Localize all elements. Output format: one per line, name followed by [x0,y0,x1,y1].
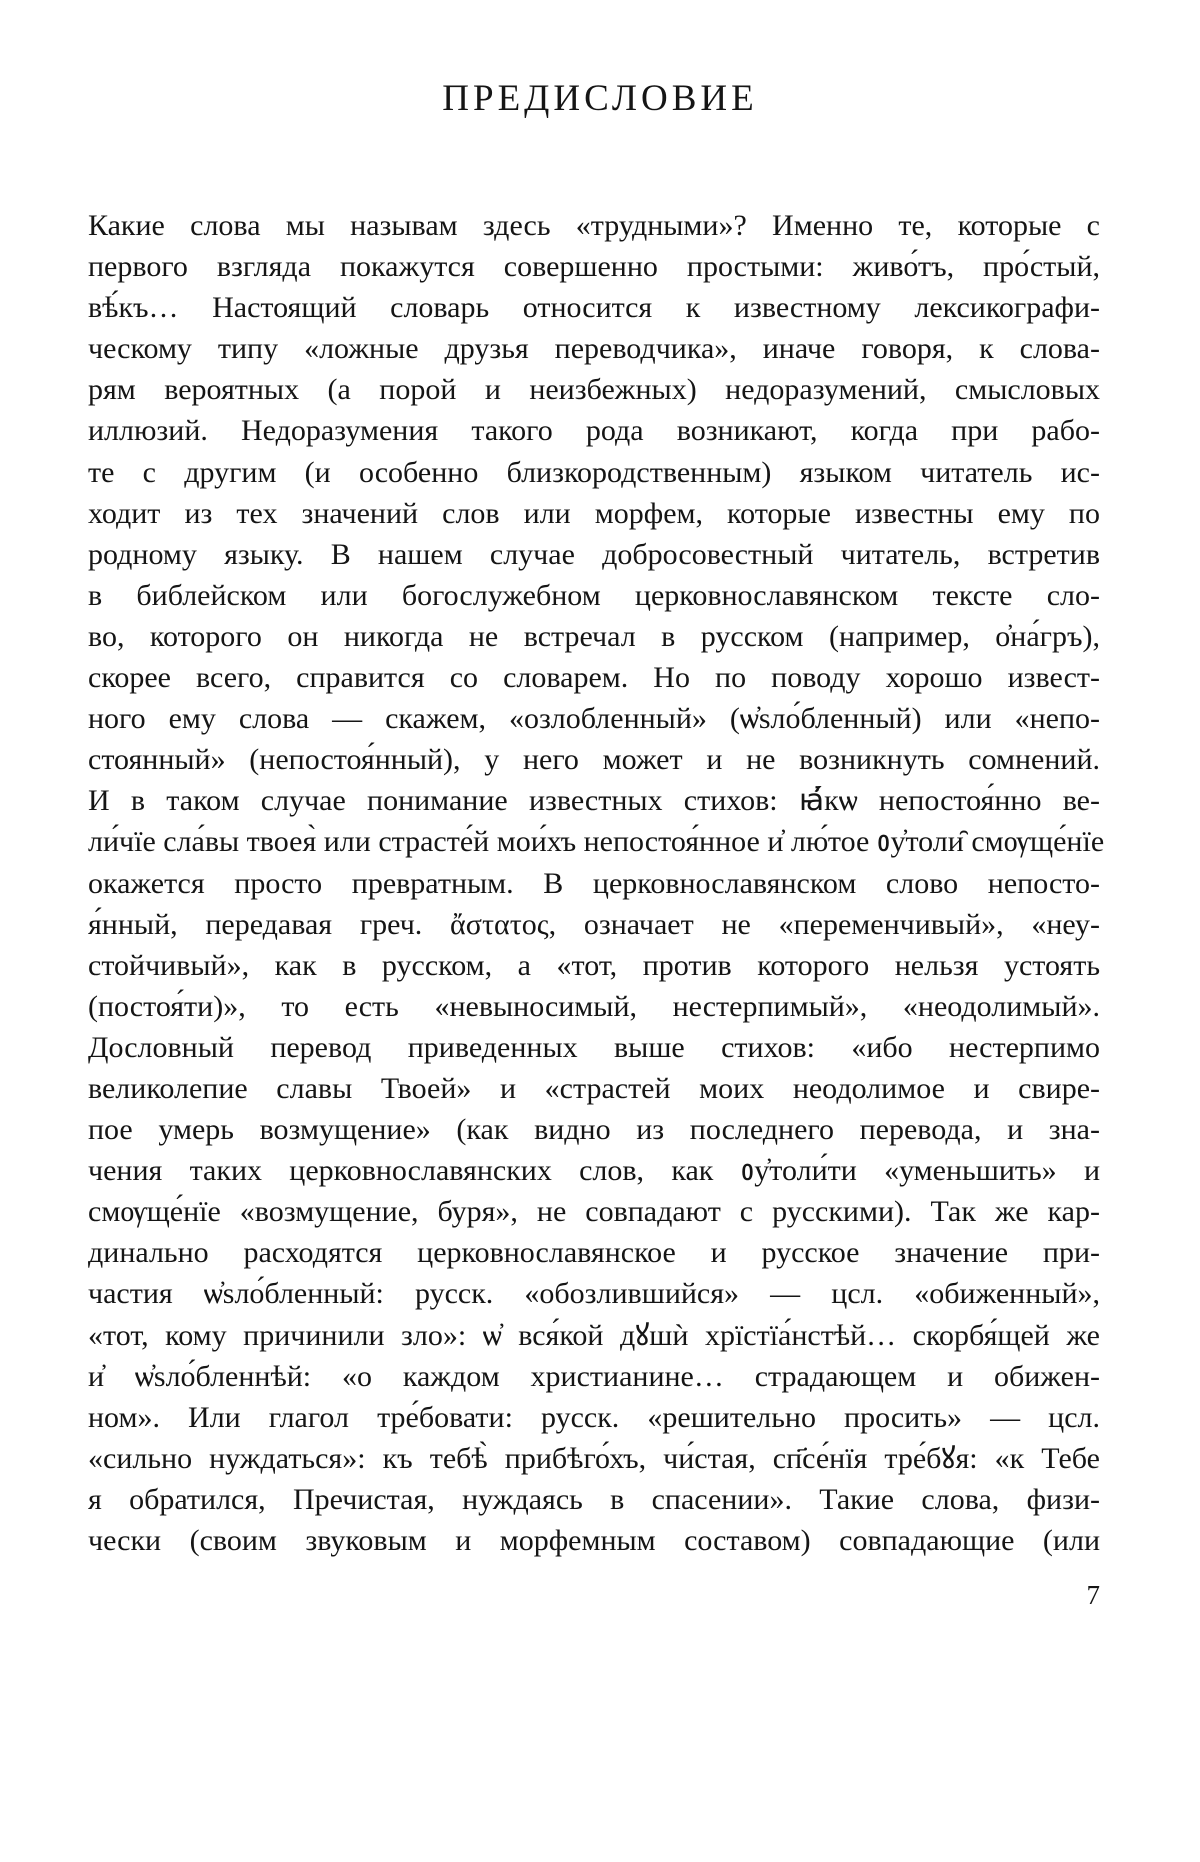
page-title: ПРЕДИСЛОВИЕ [442,78,758,119]
page-number: 7 [1086,1580,1100,1610]
text-line: первого взгляда покажутся совершенно простыми: живо́тъ, про́стый, [88,250,1100,284]
text-line: в библейском или богослужебном церковнославянском тексте сло- [88,578,1100,612]
text-line: во, которого он никогда не встречал в русском (например, о҆на́гръ), [88,619,1100,653]
text-line: и҆ ѡ҆ѕло́бленнѣй: «о каждом христианине… страдающем и обижен- [88,1359,1100,1393]
text-line: И в таком случае понимание известных стихов: ꙗ҆́кѡ непостоя́нно ве- [88,784,1100,818]
body-text [88,205,1105,1561]
text-line: окажется просто превратным. В церковнославянском слово непосто- [88,866,1100,900]
text-line: ческому типу «ложные друзья переводчика», иначе говоря, к слова- [88,332,1100,366]
text-line: динально расходятся церковнославянское и русское значение при- [88,1236,1100,1270]
text-line: чения таких церковнославянских слов, как ᲂу҆толи́ти «уменьшить» и [88,1154,1100,1188]
text-line: Дословный перевод приведенных выше стихов: «ибо нестерпимо [88,1030,1100,1064]
text-line: ходит из тех значений слов или морфем, которые известны ему по [88,496,1100,530]
text-line: смѹще́нїе «возмущение, буря», не совпадают с русскими). Так же кар- [88,1195,1100,1229]
text-line: ного ему слова — скажем, «озлобленный» (ѡ҆ѕло́бленный) или «непо- [88,702,1100,736]
text-line: иллюзий. Недоразумения такого рода возникают, когда при рабо- [88,414,1100,448]
text-line: те с другим (и особенно близкородственным) языком читатель ис- [88,455,1100,489]
text-line: стоянный» (непостоя́нный), у него может и не возникнуть сомнений. [88,743,1100,777]
text-line: я́нный, передавая греч. ἄστατος, означает не «переменчивый», «неу- [88,907,1100,941]
text-line: вѣ́къ… Настоящий словарь относится к известному лексикографи- [88,291,1100,325]
text-line: чески (своим звуковым и морфемным составом) совпадающие (или [88,1524,1100,1557]
text-line: частия ѡ҆ѕло́бленный: русск. «обозлившийся» — цсл. «обиженный», [88,1277,1100,1311]
text-line: скорее всего, справится со словарем. Но по поводу хорошо извест- [88,661,1100,695]
text-line: великолепие славы Твоей» и «страстей моих неодолимое и свире- [88,1071,1100,1105]
text-line: стойчивый», как в русском, а «тот, против которого нельзя устоять [88,948,1100,982]
text-line: (постоя́ти)», то есть «невыносимый, нестерпимый», «неодолимый». [88,989,1100,1023]
text-line: «тот, кому причинили зло»: ѡ҆ вся́кой дꙋшѝ хрїстїа́нстѣй… скорбя́щей же [88,1318,1100,1352]
text-line: пое умерь возмущение» (как видно из последнего перевода, и зна- [88,1113,1100,1147]
text-line: ном». Или глагол тре́бовати: русск. «решительно просить» — цсл. [88,1400,1100,1434]
text-line: Какие слова мы называм здесь «трудными»? Именно те, которые с [88,209,1100,242]
text-line: рям вероятных (а порой и неизбежных) недоразумений, смысловых [88,373,1100,407]
text-line: я обратился, Пречистая, нуждаясь в спасении». Такие слова, физи- [88,1482,1100,1516]
text-line: родному языку. В нашем случае добросовестный читатель, встретив [88,537,1100,571]
text-line: «сильно нуждаться»: къ тебѣ̀ прибѣго́хъ, чи́стая, сп҃се́нїя тре́бꙋя: «к Тебе [88,1441,1100,1475]
text-line: ли́чїе сла́вы твоея̀ или страсте́й мои́хъ непостоя́нное и҆ лю́тое ᲂу҆толи̑ смѹще́нїе [88,825,1105,859]
